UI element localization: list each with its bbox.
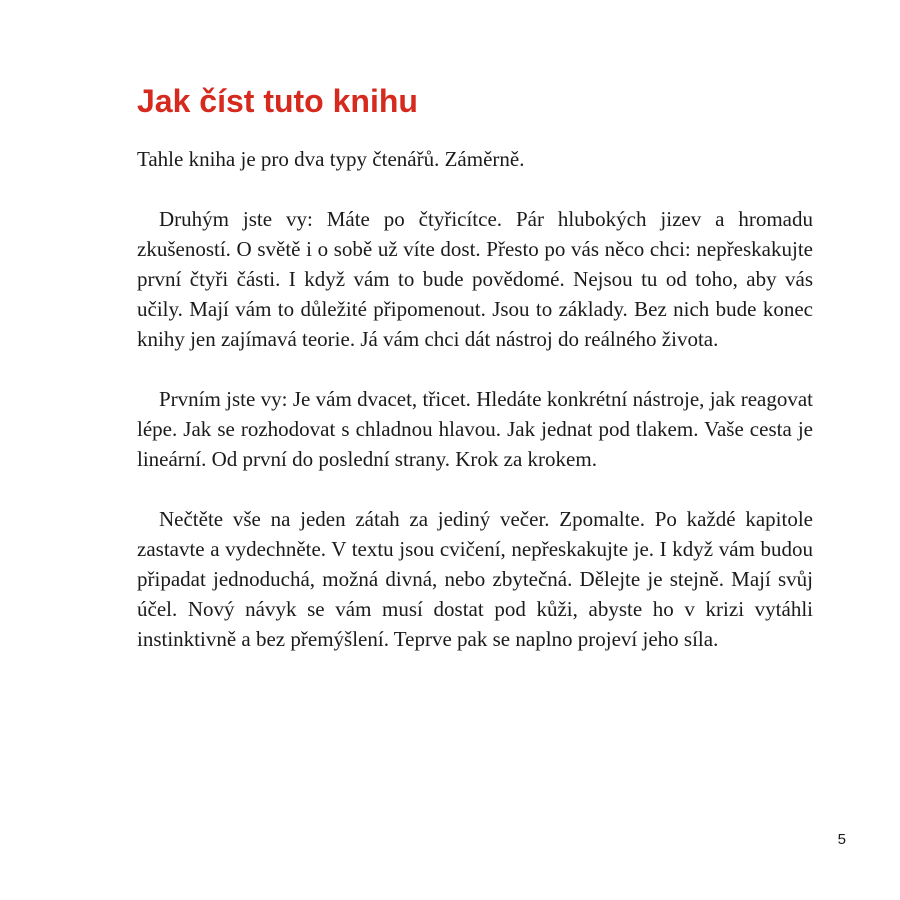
paragraph-second-reader: Druhým jste vy: Máte po čtyřicítce. Pár hlubokých jizev a hromadu zkušeností. O světě i o sobě už víte dost. Přesto po vás něco chci: nepřeskakujte první čtyři části. I když vám to bude povědomé. Nejsou tu od toho, aby vás učily. Mají vám to důležité připomenout. Jsou to základy. Bez nich bude konec knihy jen zajímavá teorie. Já vám chci dát nástroj do reálného života. [137,207,813,351]
body-text [137,144,813,654]
paragraph-reading-advice: Nečtěte vše na jeden zátah za jediný večer. Zpomalte. Po každé kapitole zastavte a vydechněte. V textu jsou cvičení, nepřeskakujte je. I když vám budou připadat jednoduchá, možná divná, nebo zbytečná. Dělejte je stejně. Mají svůj účel. Nový návyk se vám musí dostat pod kůži, abyste ho v krizi vytáhli instinktivně a bez přemýšlení. Teprve pak se naplno projeví jeho síla. [137,507,813,651]
page-title: Jak číst tuto knihu [137,83,418,119]
page-number: 5 [837,831,846,848]
intro-paragraph: Tahle kniha je pro dva typy čtenářů. Záměrně. [137,147,525,171]
paragraph-first-reader: Prvním jste vy: Je vám dvacet, třicet. Hledáte konkrétní nástroje, jak reagovat lépe. Jak se rozhodovat s chladnou hlavou. Jak jednat pod tlakem. Vaše cesta je lineární. Od první do poslední strany. Krok za krokem. [137,387,813,471]
